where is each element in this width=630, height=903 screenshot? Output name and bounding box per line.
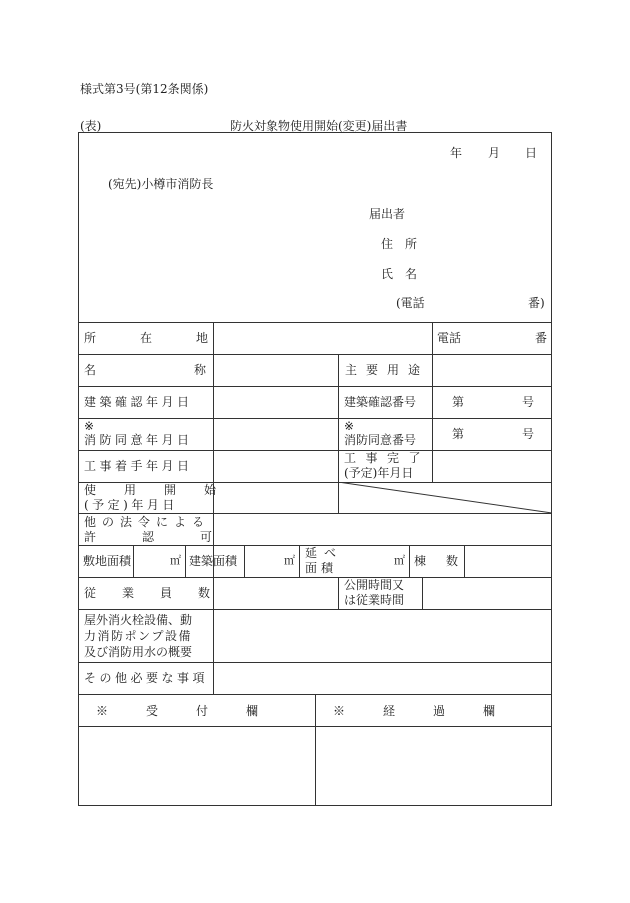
sqm-1: ㎡ <box>170 554 181 567</box>
hours-input[interactable] <box>423 578 551 609</box>
hydrant-input[interactable] <box>214 610 551 662</box>
sqm-2: ㎡ <box>284 554 295 567</box>
reception-area[interactable] <box>79 727 315 805</box>
hours-line2: は従業時間 <box>344 593 405 607</box>
site-area-label: 敷地面積 <box>83 554 132 568</box>
use-start-input[interactable] <box>214 483 338 513</box>
no-suffix-2: 号 <box>522 427 535 441</box>
no-prefix: 第 <box>452 395 465 409</box>
notifier-label: 届出者 <box>369 207 406 221</box>
fire-consent-date-input[interactable] <box>214 419 338 450</box>
hydrant-line2: 力消防ポンプ設備 <box>84 629 193 643</box>
location-label: 所在地 <box>84 331 253 345</box>
diagonal-slash <box>338 482 552 513</box>
build-confirm-no-label: 建築確認番号 <box>344 395 417 409</box>
main-use-label: 主要用途 <box>345 363 430 377</box>
other-law-line2: 許認可 <box>84 530 259 544</box>
date-year: 年 <box>450 146 463 160</box>
phone-input[interactable] <box>474 323 532 354</box>
other-law-line1: 他の法令による <box>84 515 211 529</box>
name-input[interactable] <box>214 355 338 386</box>
other-needed-input[interactable] <box>214 663 551 694</box>
employees-input[interactable] <box>214 578 338 609</box>
name-label: 氏 名 <box>381 267 418 281</box>
fire-consent-date-label: 消防同意年月日 <box>84 433 193 447</box>
progress-label: ※経過欄 <box>333 704 534 718</box>
name-row-label: 名称 <box>84 363 305 377</box>
phone-label: 電話 <box>437 331 462 345</box>
address-label: 住 所 <box>381 237 418 251</box>
date-day: 日 <box>525 146 538 160</box>
side-label: (表) <box>80 119 102 133</box>
location-input[interactable] <box>214 323 432 354</box>
build-confirm-date-label: 建築確認年月日 <box>84 395 193 409</box>
build-confirm-date-input[interactable] <box>214 387 338 418</box>
construction-start-input[interactable] <box>214 451 338 482</box>
total-area-line1: 延べ <box>305 546 344 560</box>
other-law-input[interactable] <box>214 514 551 545</box>
reception-label: ※受付欄 <box>96 704 297 718</box>
fire-consent-no-label: 消防同意番号 <box>344 433 417 447</box>
completion-line2: (予定)年月日 <box>344 466 414 480</box>
progress-area[interactable] <box>316 727 551 805</box>
form-title: 防火対象物使用開始(変更)届出書 <box>230 119 408 133</box>
completion-line1: 工事完了 <box>344 451 431 465</box>
addressee: (宛先)小樽市消防長 <box>108 177 214 191</box>
hydrant-line1: 屋外消火栓設備、動 <box>84 613 193 627</box>
hydrant-line3: 及び消防用水の概要 <box>84 645 193 659</box>
completion-input[interactable] <box>433 451 551 482</box>
phone-close: 番) <box>528 296 545 310</box>
phone-suffix: 番 <box>535 331 548 345</box>
no-prefix-2: 第 <box>452 427 465 441</box>
no-suffix: 号 <box>522 395 535 409</box>
other-needed-label: その他必要な事項 <box>84 671 209 685</box>
building-count-label: 棟数 <box>414 554 479 568</box>
date-month: 月 <box>488 146 501 160</box>
use-start-line1: 使用開始 <box>84 483 245 497</box>
hours-line1: 公開時間又 <box>344 578 405 592</box>
sqm-3: ㎡ <box>394 554 405 567</box>
form-number: 様式第3号(第12条関係) <box>80 82 209 96</box>
main-use-input[interactable] <box>433 355 551 386</box>
building-area-label: 建築面積 <box>189 554 238 568</box>
phone-open: (電話 <box>396 296 425 310</box>
construction-start-label: 工事着手年月日 <box>84 459 193 473</box>
use-start-line2: (予定)年月日 <box>84 498 178 512</box>
employees-label: 従業員数 <box>84 586 237 600</box>
total-area-line2: 面積 <box>305 561 338 575</box>
mark-1: ※ <box>84 419 95 433</box>
mark-2: ※ <box>344 419 355 433</box>
